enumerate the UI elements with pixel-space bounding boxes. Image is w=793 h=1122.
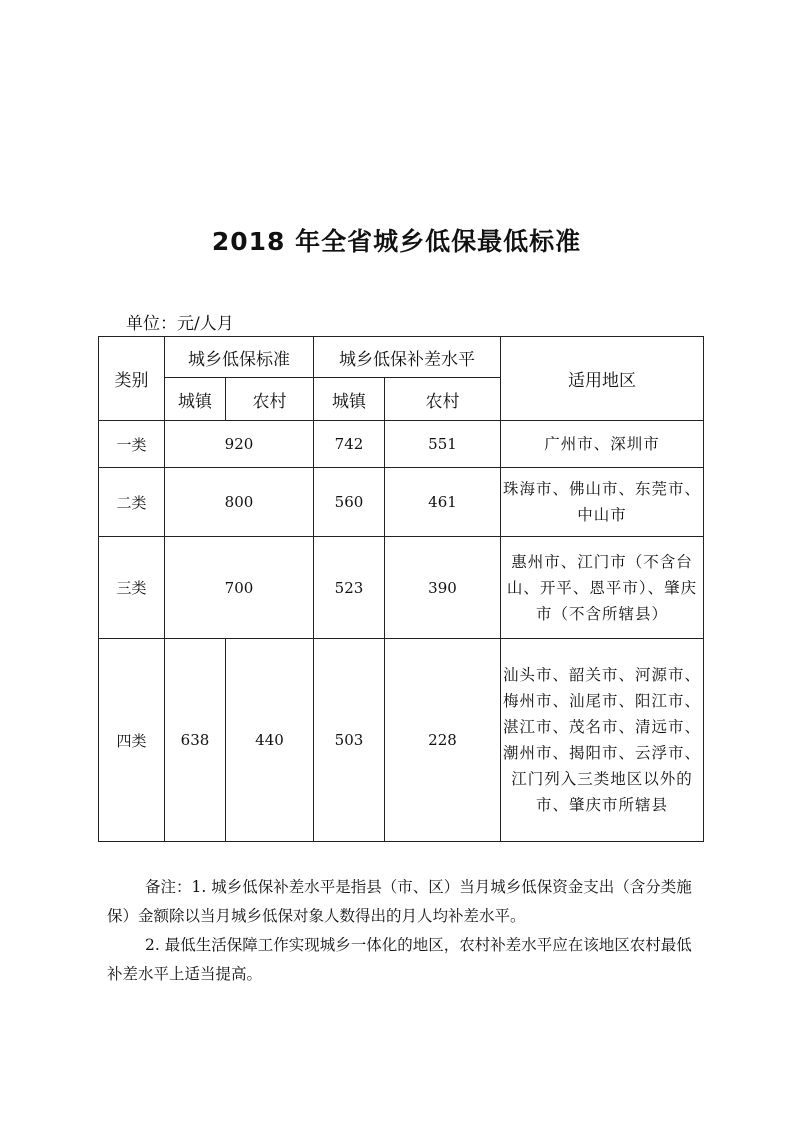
- unit-label: 单位：元/人月: [126, 314, 234, 334]
- header-row: [99, 337, 704, 378]
- row-standard-urban: 638: [165, 639, 226, 842]
- row-subsidy-urban: 503: [314, 639, 385, 842]
- row-standard-rural: 440: [226, 639, 314, 842]
- row-subsidy-rural: 228: [385, 639, 501, 842]
- row-standard: 700: [165, 537, 314, 639]
- table-row: [99, 468, 704, 537]
- row-subsidy-rural: 390: [385, 537, 501, 639]
- row-region: 珠海市、佛山市、东莞市、中山市: [501, 468, 704, 537]
- row-category: 一类: [99, 421, 165, 468]
- note-1: 备注：1. 城乡低保补差水平是指县（市、区）当月城乡低保资金支出（含分类施保）金额除以当月城乡低保对象人数得出的月人均补差水平。: [107, 878, 692, 925]
- header-region: 适用地区: [501, 337, 704, 421]
- row-standard: 800: [165, 468, 314, 537]
- row-standard: 920: [165, 421, 314, 468]
- header-subsidy-rural: 农村: [385, 378, 501, 421]
- table-row: [99, 639, 704, 842]
- page-title: 2018 年全省城乡低保最低标准: [211, 227, 582, 256]
- header-standard-rural: 农村: [226, 378, 314, 421]
- row-category: 四类: [99, 639, 165, 842]
- row-subsidy-rural: 551: [385, 421, 501, 468]
- standards-table: [98, 336, 704, 842]
- header-standard: 城乡低保标准: [165, 337, 314, 378]
- row-subsidy-urban: 742: [314, 421, 385, 468]
- table-row: [99, 537, 704, 639]
- row-region: 惠州市、江门市（不含台山、开平、恩平市）、肇庆市（不含所辖县）: [501, 537, 704, 639]
- notes-section: [107, 873, 707, 989]
- header-category: 类别: [99, 337, 165, 421]
- row-subsidy-rural: 461: [385, 468, 501, 537]
- table-row: [99, 421, 704, 468]
- row-subsidy-urban: 560: [314, 468, 385, 537]
- header-standard-urban: 城镇: [165, 378, 226, 421]
- header-subsidy: 城乡低保补差水平: [314, 337, 501, 378]
- row-category: 二类: [99, 468, 165, 537]
- row-category: 三类: [99, 537, 165, 639]
- note-2: 2. 最低生活保障工作实现城乡一体化的地区，农村补差水平应在该地区农村最低补差水平上适当提高。: [107, 936, 692, 983]
- row-region: 广州市、深圳市: [501, 421, 704, 468]
- row-subsidy-urban: 523: [314, 537, 385, 639]
- header-subsidy-urban: 城镇: [314, 378, 385, 421]
- row-region: 汕头市、韶关市、河源市、梅州市、汕尾市、阳江市、湛江市、茂名市、清远市、潮州市、揭阳市、云浮市、江门列入三类地区以外的市、肇庆市所辖县: [501, 639, 704, 842]
